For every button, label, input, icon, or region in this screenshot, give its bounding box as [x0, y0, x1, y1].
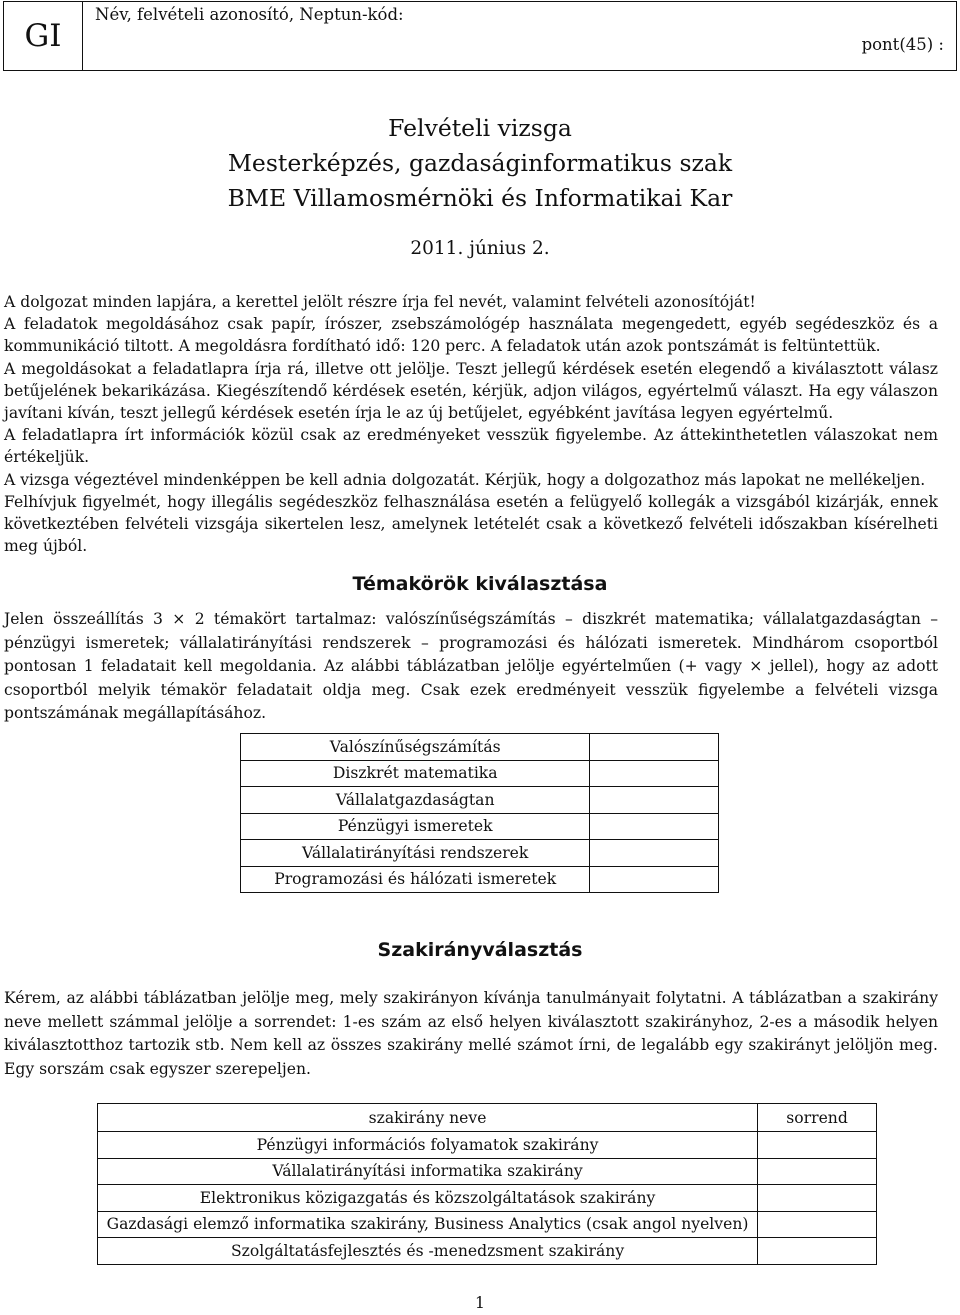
order-cell[interactable]	[758, 1238, 877, 1265]
exam-title	[0, 111, 960, 216]
instruction-paragraph: A dolgozat minden lapjára, a kerettel jelölt részre írja fel nevét, valamint felvételi azonosítóját!	[4, 293, 756, 311]
table-header-row	[98, 1104, 877, 1132]
specialization-name: Szolgáltatásfejlesztés és -menedzsment szakirány	[98, 1238, 758, 1265]
table-row	[241, 813, 719, 840]
name-field[interactable]	[83, 2, 956, 70]
topic-mark-cell[interactable]	[590, 760, 719, 787]
instruction-paragraph: A feladatlapra írt információk közül csak az eredményeket vesszük figyelembe. Az áttekinthetetlen válaszokat nem értékeljük.	[4, 426, 938, 467]
topic-name: Valószínűségszámítás	[241, 734, 590, 761]
title-line: Felvételi vizsga	[388, 114, 572, 142]
topics-section-title: Témakörök kiválasztása	[352, 573, 608, 595]
table-row	[241, 787, 719, 814]
topic-mark-cell[interactable]	[590, 866, 719, 893]
instruction-paragraph: A feladatok megoldásához csak papír, írószer, zsebszámológép használata megengedett, egyéb segédeszköz és a kommunikáció tiltott. A megoldásra fordítható idő: 120 perc. A feladatok után azok pontszámát is feltüntettük.	[4, 315, 938, 356]
topic-mark-cell[interactable]	[590, 813, 719, 840]
specialization-section-title: Szakirányválasztás	[377, 939, 583, 961]
specialization-paragraph: Kérem, az alábbi táblázatban jelölje meg, mely szakirányon kívánja tanulmányait folytatni. A táblázatban a szakirány neve mellett számmal jelölje a sorrendet: 1-es szám az első helyen kiválasztott szakirányhoz, 2-es a második helyen kiválasztotthoz tartozik stb. Nem kell az összes szakirány mellé számot írni, de legalább egy szakirányt jelöljön meg. Egy sorszám csak egyszer szerepeljen.	[4, 989, 938, 1078]
order-cell[interactable]	[758, 1158, 877, 1185]
topic-mark-cell[interactable]	[590, 840, 719, 867]
table-row	[241, 760, 719, 787]
instructions	[4, 291, 938, 557]
topics-paragraph: Jelen összeállítás 3 × 2 témakört tartalmaz: valószínűségszámítás – diszkrét matematika; vállalatgazdaságtan – pénzügyi ismeretek; vállalatirányítási rendszerek – programozási és hálózati ismeretek. Mindhárom csoportból pontosan 1 feladatait kell megoldania. Az alábbi táblázatban jelölje egyértelműen (+ vagy × jellel), hogy az adott csoportból melyik témakör feladatait oldja meg. Csak ezek eredményeit vesszük figyelembe a felvételi vizsga pontszámának megállapításához.	[4, 610, 938, 722]
table-row	[241, 840, 719, 867]
order-cell[interactable]	[758, 1185, 877, 1212]
instruction-paragraph: Felhívjuk figyelmét, hogy illegális segédeszköz felhasználása esetén a felügyelő kollegák a vizsgából kizárják, ennek következtében felvételi vizsgája sikertelen lesz, amelynek letételét csak a következő felvételi időszakban kísérelheti meg újból.	[4, 492, 938, 556]
specialization-name: Vállalatirányítási informatika szakirány	[98, 1158, 758, 1185]
table-row	[241, 734, 719, 761]
points-label: pont(45) :	[861, 35, 944, 54]
title-line: Mesterképzés, gazdaságinformatikus szak	[227, 149, 733, 177]
topic-name: Diszkrét matematika	[241, 760, 590, 787]
table-row	[98, 1211, 877, 1238]
title-line: BME Villamosmérnöki és Informatikai Kar	[227, 184, 733, 212]
topic-name: Pénzügyi ismeretek	[241, 813, 590, 840]
specialization-table	[97, 1103, 877, 1265]
table-row	[241, 866, 719, 893]
topic-name: Vállalatgazdaságtan	[241, 787, 590, 814]
topic-mark-cell[interactable]	[590, 734, 719, 761]
specialization-name: Gazdasági elemző informatika szakirány, Business Analytics (csak angol nyelven)	[98, 1211, 758, 1238]
name-label: Név, felvételi azonosító, Neptun-kód:	[95, 5, 404, 24]
table-row	[98, 1238, 877, 1265]
topic-name: Vállalatirányítási rendszerek	[241, 840, 590, 867]
order-cell[interactable]	[758, 1211, 877, 1238]
table-row	[98, 1185, 877, 1212]
topic-name: Programozási és hálózati ismeretek	[241, 866, 590, 893]
gi-label: GI	[4, 2, 83, 70]
table-row	[98, 1158, 877, 1185]
topic-mark-cell[interactable]	[590, 787, 719, 814]
order-cell[interactable]	[758, 1132, 877, 1159]
column-header-name: szakirány neve	[98, 1104, 758, 1132]
topics-table	[240, 733, 719, 893]
instruction-paragraph: A megoldásokat a feladatlapra írja rá, illetve ott jelölje. Teszt jellegű kérdések esetén elegendő a kiválasztott válasz betűjelének bekarikázása. Kiegészítendő kérdések esetén, kérjük, adjon világos, egyértelmű választ. Ha egy válaszon javítani kíván, teszt jellegű kérdések esetén írja le az új betűjelet, egyébként javítása legyen egyértelmű.	[4, 359, 938, 423]
specialization-name: Pénzügyi információs folyamatok szakirány	[98, 1132, 758, 1159]
table-row	[98, 1132, 877, 1159]
instruction-paragraph: A vizsga végeztével mindenképpen be kell adnia dolgozatát. Kérjük, hogy a dolgozathoz más lapokat ne mellékeljen.	[4, 470, 926, 489]
exam-date: 2011. június 2.	[410, 238, 550, 259]
column-header-order: sorrend	[758, 1104, 877, 1132]
header-box	[3, 1, 957, 71]
page-number: 1	[475, 1294, 485, 1312]
specialization-name: Elektronikus közigazgatás és közszolgáltatások szakirány	[98, 1185, 758, 1212]
